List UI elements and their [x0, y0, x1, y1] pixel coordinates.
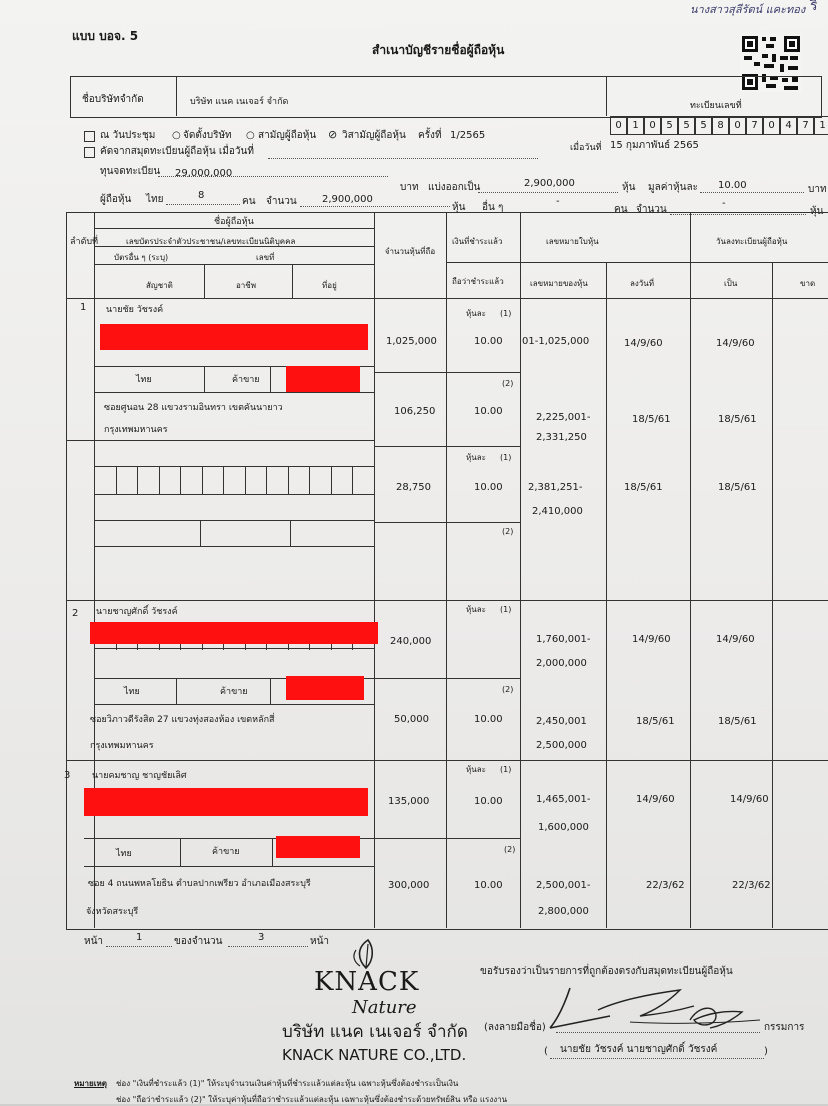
redaction-bar	[276, 836, 360, 858]
paid-value: 10.00	[474, 336, 503, 347]
note-1: (1)	[500, 309, 512, 318]
reg-digit: 0	[729, 116, 746, 135]
reg-date: 18/5/61	[718, 716, 757, 727]
share-number: 01-1,025,000	[522, 336, 590, 347]
issue-date: 14/9/60	[636, 794, 675, 805]
redaction-bar	[90, 622, 378, 644]
reg-digit: 5	[661, 116, 678, 135]
row-seq: 3	[64, 770, 71, 781]
shareholder-table	[66, 212, 828, 930]
col-occupation-header: อาชีพ	[236, 281, 256, 290]
col-shareno-of-header: เลขหมายของหุ้น	[530, 279, 588, 288]
checked-radio-icon[interactable]: ⊘	[328, 128, 338, 141]
shares-held: 135,000	[388, 796, 430, 807]
reg-date: 14/9/60	[730, 794, 769, 805]
col-regdate-header: วันลงทะเบียนผู้ถือหุ้น	[716, 237, 788, 246]
id-cell-divider	[159, 466, 160, 494]
form-code: แบบ บอจ. 5	[72, 29, 139, 43]
id-cell-divider	[266, 466, 267, 494]
meeting-date: 15 กุมภาพันธ์ 2565	[610, 140, 699, 151]
paid-value: 10.00	[474, 482, 503, 493]
col-id-header: เลขบัตรประจำตัวประชาชน/เลขทะเบียนนิติบุคคล	[126, 237, 296, 246]
col-became-header: เป็น	[724, 279, 738, 288]
share-number: 1,760,001-	[536, 634, 591, 645]
share-number: 2,410,000	[532, 506, 583, 517]
per-share-label: หุ้นละ	[466, 309, 486, 318]
reg-digit: 0	[763, 116, 780, 135]
share-number: 2,500,001-	[536, 880, 591, 891]
remark-label: หมายเหตุ	[74, 1079, 107, 1088]
sign-label: (ลงลายมือชื่อ)	[484, 1022, 546, 1033]
share-number: 2,450,001	[536, 716, 587, 727]
paid-value: 10.00	[474, 714, 503, 725]
paid-value: 10.00	[474, 406, 503, 417]
id-cell-divider	[116, 466, 117, 494]
reg-number-label: ทะเบียนเลขที่	[690, 101, 742, 111]
share-number: 2,331,250	[536, 432, 587, 443]
divided-label: แบ่งออกเป็น	[428, 182, 481, 193]
redaction-bar	[100, 324, 368, 350]
handwritten-initial: ริ	[810, 0, 818, 14]
of-label: ของจำนวน	[174, 936, 223, 947]
times-value: 1/2565	[450, 130, 486, 141]
holder-name: นายชัย วัชรงค์	[106, 305, 164, 315]
per-share-label: หุ้นละ	[466, 453, 486, 462]
reg-digit: 1	[814, 116, 828, 135]
col-address-header: ที่อยู่	[322, 281, 337, 290]
note-2: (2)	[502, 685, 514, 694]
other-shares: -	[722, 198, 726, 209]
id-cell-divider	[202, 644, 203, 650]
reg-digit: 7	[746, 116, 763, 135]
shares-held: 300,000	[388, 880, 430, 891]
id-cell-divider	[223, 644, 224, 650]
reg-date: 18/5/61	[718, 414, 757, 425]
id-cell-divider	[159, 644, 160, 650]
option-extraordinary: วิสามัญผู้ถือหุ้น	[342, 130, 406, 141]
reg-digit: 7	[797, 116, 814, 135]
col-paid-header: เงินที่ชำระแล้ว	[452, 237, 503, 246]
shares-held: 28,750	[396, 482, 431, 493]
other-count: -	[556, 196, 560, 207]
page-number: 1	[136, 932, 143, 943]
col-number-header: เลขที่	[256, 253, 275, 262]
share-number: 1,465,001-	[536, 794, 591, 805]
remark-line: ช่อง "เงินที่ชำระแล้ว (1)" ให้ระบุจำนวนเงินค่าหุ้นที่ชำระแล้วแต่ละหุ้น เฉพาะหุ้นซึ่งต้องชำระเป็นเงิน	[116, 1079, 459, 1088]
id-cell-divider	[352, 644, 353, 650]
id-digit-grid	[94, 466, 374, 494]
registered-capital: 29,000,000	[175, 168, 233, 179]
stamp-eng-name: KNACK NATURE CO.,LTD.	[282, 1046, 467, 1064]
id-cell-divider	[309, 644, 310, 650]
share-number: 2,225,001-	[536, 412, 591, 423]
issue-date: 18/5/61	[624, 482, 663, 493]
amount-label: จำนวน	[266, 196, 297, 207]
reg-digit: 5	[695, 116, 712, 135]
id-cell-divider	[180, 644, 181, 650]
amount-label: จำนวน	[636, 204, 667, 215]
handwritten-note: นางสาวสุลีรัตน์ แคะทอง	[690, 3, 806, 16]
page-label: หน้า	[84, 936, 104, 947]
company-name-label: ชื่อบริษัทจำกัด	[82, 94, 144, 105]
stamp-script: Nature	[352, 997, 417, 1018]
id-cell-divider	[331, 466, 332, 494]
thai-label: ไทย	[146, 194, 164, 205]
id-cell-divider	[180, 466, 181, 494]
id-cell-divider	[223, 466, 224, 494]
option-founding: จัดตั้งบริษัท	[183, 130, 232, 141]
id-cell-divider	[288, 466, 289, 494]
company-name: บริษัท แนค เนเจอร์ จำกัด	[190, 97, 289, 107]
leaf-logo-icon	[348, 936, 384, 970]
other-label: อื่น ๆ	[482, 202, 504, 213]
reg-digit: 8	[712, 116, 729, 135]
holder-name: นายคมชาญ ชาญชัยเลิศ	[92, 771, 187, 781]
address-line: กรุงเทพมหานคร	[90, 741, 154, 751]
col-deemed-header: ถือว่าชำระแล้ว	[452, 277, 504, 286]
share-count: 2,900,000	[524, 178, 575, 189]
occupation: ค้าขาย	[232, 375, 260, 385]
meeting-checkbox[interactable]	[84, 131, 95, 142]
shares-held: 1,025,000	[386, 336, 437, 347]
copy-label: คัดจากสมุดทะเบียนผู้ถือหุ้น เมื่อวันที่	[100, 146, 254, 157]
reg-digit: 1	[627, 116, 644, 135]
reg-digit: 5	[678, 116, 695, 135]
id-cell-divider	[288, 644, 289, 650]
id-cell-divider	[352, 466, 353, 494]
capital-label: ทุนจดทะเบียน	[100, 166, 161, 177]
id-cell-divider	[137, 466, 138, 494]
nationality: ไทย	[136, 375, 152, 385]
document-page: แบบ บอจ. 5 สำเนาบัญชีรายชื่อผู้ถือหุ้น นางสาวสุลีรัตน์ แคะทอง ริ ชื่อบริษัทจำกัด บริษัท แนค เนเจอร์ จำกัด ทะเบียนเลขที่ 0 1 0 5 5 5 8 0 7 0 4 7 1 ณ วันประชุม ○ จัดตั้งบริษัท ○ สามัญผู้ถือหุ้น ⊘ วิสามัญผู้ถือหุ้น ครั้งที่ 1/2565 เมื่อวันที่ 15 กุมภาพันธ์ 2565 คัดจากสมุดทะเบียนผู้ถือหุ้น เมื่อวันที่ ทุนจดทะเบียน 29,000,000 บาท แบ่งออกเป็น 2,900,000 หุ้น มูลค่าหุ้นละ 10.00 บาท ผู้ถือหุ้น ไทย 8 คน จำนวน 2,900,000 หุ้น อื่น ๆ - คน จำนวน - หุ้น ลำดับที่ ชื่อผู้ถือหุ้น เลขบัตรประจำตัวประชาชน/เลขทะเบียนนิติบุคคล บัตรอื่น ๆ (ระบุ) เลขที่ สัญชาติ อาชีพ ที่อยู่ จำนวนหุ้นที่ถือ เงินที่ชำระแล้ว ถือว่าชำระแล้ว เลขหมายใบหุ้น เลขหมายของหุ้น ลงวันที่ วันลงทะเบียนผู้ถือหุ้น เป็น ขาด 1 นายชัย วัชรงค์ ไทย ค้าขาย ซอยศูนอน 28 แขวงรามอินทรา เขตคันนายาว กรุงเทพมหานคร หุ้นละ (1) 1,025,000 10.00 01-1,025,000 14/9/60 14/9/60 (2) 106,250 10.00 2,225,001- 2,331,250 18/5/61 18/5/61 หุ้นละ (1) 28,750 10.00 2,381,251- 2,410,000 18/5/61 18/5/61 (2) 2 นายชาญศักดิ์ วัชรงค์ ไทย ค้าขาย ซอยวิภาวดีรังสิต 27 แขวงทุ่งสองห้อง เขตหลักสี่ กรุงเทพมหานคร หุ้นละ (1) 240,000 1,760,001- 2,000,000 14/9/60 14/9/60 (2) 50,000 10.00 2,450,001 2,500,000 18/5/61 18/5/61 3 นายคมชาญ ชาญชัยเลิศ ไทย ค้าขาย ซอย 4 ถนนพหลโยธิน ตำบลปากเพรียว อำเภอเมืองสระบุรี จังหวัดสระบุรี หุ้นละ (1) 135,000 10.00 1,465,001- 1,600,000 14/9/60 14/9/60 (2) 300,000 10.00 2,500,001- 2,800,000 22/3/62 22/3/62 หน้า 1 ของจำนวน 3 หน้า ขอรับรองว่าเป็นรายการที่ถูกต้องตรงกับสมุดทะเบียนผู้ถือหุ้น KNACK Nature บริษัท แนค เนเจอร์ จำกัด KNACK NATURE CO.,LTD. (ลงลายมือชื่อ) กรรมการ ( นายชัย วัชรงค์ นายชาญศักดิ์ วัชรงค์ ) หมายเหตุ ช่อง "เงินที่ชำระแล้ว (1)" ให้ระบุจำนวนเงินค่าหุ้นที่ชำระแล้วแต่ละหุ้น เฉพาะหุ้นซึ่งต้องชำระเป็นเงิน ช่อง "ถือว่าชำระแล้ว (2)" ให้ระบุค่าหุ้นที่ถือว่าชำระแล้วแต่ละหุ้น เฉพาะหุ้นซึ่งต้องชำระด้วยทรัพย์สิน หรือ แรงงาน	[0, 0, 828, 1104]
redaction-bar	[84, 788, 368, 816]
reg-digit: 0	[644, 116, 661, 135]
note-1: (1)	[500, 605, 512, 614]
redaction-bar	[286, 676, 364, 700]
issue-date: 22/3/62	[646, 880, 685, 891]
thai-shares: 2,900,000	[322, 194, 373, 205]
baht-label: บาท	[400, 182, 419, 193]
baht-label: บาท	[808, 184, 827, 195]
per-share-label: หุ้นละ	[466, 765, 486, 774]
share-unit: หุ้น	[810, 206, 824, 217]
par-label: มูลค่าหุ้นละ	[648, 182, 698, 193]
thai-holder-count: 8	[198, 190, 205, 201]
person-label: คน	[614, 204, 628, 215]
address-line: ซอยศูนอน 28 แขวงรามอินทรา เขตคันนายาว	[104, 403, 283, 413]
reg-date: 14/9/60	[716, 634, 755, 645]
address-line: ซอย 4 ถนนพหลโยธิน ตำบลปากเพรียว อำเภอเมืองสระบุรี	[88, 879, 311, 889]
share-unit: หุ้น	[622, 182, 636, 193]
director-label: กรรมการ	[764, 1022, 805, 1033]
id-cell-divider	[245, 466, 246, 494]
note-1: (1)	[500, 453, 512, 462]
id-cell-divider	[116, 644, 117, 650]
certify-text: ขอรับรองว่าเป็นรายการที่ถูกต้องตรงกับสมุดทะเบียนผู้ถือหุ้น	[480, 966, 733, 977]
id-cell-divider	[331, 644, 332, 650]
share-number: 2,381,251-	[528, 482, 583, 493]
option-ordinary: สามัญผู้ถือหุ้น	[258, 130, 317, 141]
col-seq-header: ลำดับที่	[70, 237, 99, 247]
nationality: ไทย	[116, 849, 132, 859]
holder-name: นายชาญศักดิ์ วัชรงค์	[96, 607, 178, 617]
col-issuedate-header: ลงวันที่	[630, 279, 655, 288]
id-cell-divider	[202, 466, 203, 494]
row-seq: 1	[80, 302, 87, 313]
note-2: (2)	[504, 845, 516, 854]
col-name-header: ชื่อผู้ถือหุ้น	[214, 217, 254, 227]
share-number: 1,600,000	[538, 822, 589, 833]
id-cell-divider	[309, 466, 310, 494]
occupation: ค้าขาย	[212, 847, 240, 857]
date-label: เมื่อวันที่	[570, 143, 602, 153]
share-number: 2,000,000	[536, 658, 587, 669]
issue-date: 14/9/60	[632, 634, 671, 645]
address-line: ซอยวิภาวดีรังสิต 27 แขวงทุ่งสองห้อง เขตหลักสี่	[90, 715, 275, 725]
reg-digit: 4	[780, 116, 797, 135]
times-label: ครั้งที่	[418, 130, 442, 141]
col-othercard-header: บัตรอื่น ๆ (ระบุ)	[114, 253, 169, 262]
page-title: สำเนาบัญชีรายชื่อผู้ถือหุ้น	[372, 43, 505, 57]
reg-date: 14/9/60	[716, 338, 755, 349]
col-nationality-header: สัญชาติ	[146, 281, 173, 290]
issue-date: 14/9/60	[624, 338, 663, 349]
share-number: 2,500,000	[536, 740, 587, 751]
redaction-bar	[286, 366, 360, 392]
issue-date: 18/5/61	[636, 716, 675, 727]
shares-held: 240,000	[390, 636, 432, 647]
col-shareno-header: เลขหมายใบหุ้น	[546, 237, 599, 246]
par-value: 10.00	[718, 180, 747, 191]
page-total: 3	[258, 932, 265, 943]
reg-number-digits	[610, 116, 828, 136]
director-names: นายชัย วัชรงค์ นายชาญศักดิ์ วัชรงค์	[560, 1044, 718, 1055]
person-label: คน	[242, 196, 256, 207]
reg-digit: 0	[610, 116, 627, 135]
issue-date: 18/5/61	[632, 414, 671, 425]
id-cell-divider	[266, 644, 267, 650]
radio-icon[interactable]: ○	[246, 130, 255, 141]
remark-line: ช่อง "ถือว่าชำระแล้ว (2)" ให้ระบุค่าหุ้นที่ถือว่าชำระแล้วแต่ละหุ้น เฉพาะหุ้นซึ่งต้องชำระด้วยทรัพย์สิน หรือ แรงงาน	[116, 1095, 508, 1104]
radio-icon[interactable]: ○	[172, 130, 181, 141]
paid-value: 10.00	[474, 796, 503, 807]
id-cell-divider	[245, 644, 246, 650]
row-seq: 2	[72, 608, 79, 619]
nationality: ไทย	[124, 687, 140, 697]
paid-value: 10.00	[474, 880, 503, 891]
id-digit-grid	[94, 644, 374, 650]
col-ceased-header: ขาด	[800, 279, 816, 288]
note-1: (1)	[500, 765, 512, 774]
reg-date: 18/5/61	[718, 482, 757, 493]
shares-held: 106,250	[394, 406, 436, 417]
address-line: กรุงเทพมหานคร	[104, 425, 168, 435]
per-share-label: หุ้นละ	[466, 605, 486, 614]
note-2: (2)	[502, 379, 514, 388]
option-meeting: ณ วันประชุม	[100, 130, 156, 141]
stamp-thai-name: บริษัท แนค เนเจอร์ จำกัด	[282, 1022, 468, 1042]
address-line: จังหวัดสระบุรี	[86, 907, 139, 917]
holders-label: ผู้ถือหุ้น	[100, 194, 132, 205]
page-label: หน้า	[310, 936, 330, 947]
col-shares-header: จำนวนหุ้นที่ถือ	[384, 247, 436, 256]
occupation: ค้าขาย	[220, 687, 248, 697]
shares-held: 50,000	[394, 714, 429, 725]
share-unit: หุ้น	[452, 202, 466, 213]
note-2: (2)	[502, 527, 514, 536]
share-number: 2,800,000	[538, 906, 589, 917]
id-cell-divider	[137, 644, 138, 650]
copy-checkbox[interactable]	[84, 147, 95, 158]
stamp-logo: KNACK	[314, 967, 420, 997]
reg-date: 22/3/62	[732, 880, 771, 891]
